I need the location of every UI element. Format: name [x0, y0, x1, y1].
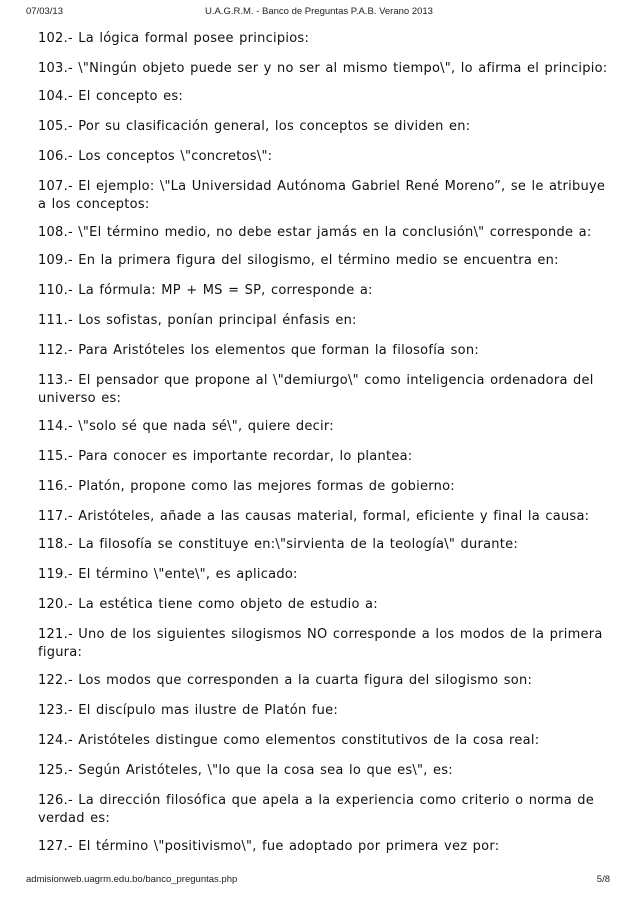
question-115: 115.- Para conocer es importante recordar, lo plantea: — [38, 449, 413, 464]
question-117: 117.- Aristóteles, añade a las causas material, formal, eficiente y final la causa: — [38, 509, 590, 524]
question-126: 126.- La dirección filosófica que apela a la experiencia como criterio o norma de verdad es: — [38, 793, 595, 826]
question-list — [38, 30, 610, 856]
page-number: 5/8 — [596, 874, 610, 885]
question-104: 104.- El concepto es: — [38, 89, 184, 104]
question-108: 108.- \"El término medio, no debe estar jamás en la conclusión\" corresponde a: — [38, 225, 592, 240]
question-124: 124.- Aristóteles distingue como elementos constitutivos de la cosa real: — [38, 733, 540, 748]
question-116: 116.- Platón, propone como las mejores formas de gobierno: — [38, 479, 455, 494]
question-103: 103.- \"Ningún objeto puede ser y no ser al mismo tiempo\", lo afirma el principio: — [38, 61, 608, 76]
question-122: 122.- Los modos que corresponden a la cuarta figura del silogismo son: — [38, 673, 533, 688]
question-123: 123.- El discípulo mas ilustre de Platón fue: — [38, 703, 339, 718]
footer-url: admisionweb.uagrm.edu.bo/banco_preguntas.php — [26, 874, 238, 885]
question-112: 112.- Para Aristóteles los elementos que forman la filosofía son: — [38, 343, 479, 358]
question-119: 119.- El término \"ente\", es aplicado: — [38, 567, 298, 582]
print-date: 07/03/13 — [26, 6, 63, 17]
question-114: 114.- \"solo sé que nada sé\", quiere decir: — [38, 419, 334, 434]
question-109: 109.- En la primera figura del silogismo, el término medio se encuentra en: — [38, 253, 559, 268]
question-127: 127.- El término \"positivismo\", fue adoptado por primera vez por: — [38, 839, 500, 854]
question-125: 125.- Según Aristóteles, \"lo que la cosa sea lo que es\", es: — [38, 763, 453, 778]
document-title: U.A.G.R.M. - Banco de Preguntas P.A.B. Verano 2013 — [205, 6, 433, 17]
question-102: 102.- La lógica formal posee principios: — [38, 31, 310, 46]
question-106: 106.- Los conceptos \"concretos\": — [38, 149, 273, 164]
question-110: 110.- La fórmula: MP + MS = SP, corresponde a: — [38, 283, 373, 298]
question-121: 121.- Uno de los siguientes silogismos NO corresponde a los modos de la primera figura: — [38, 627, 603, 660]
question-111: 111.- Los sofistas, ponían principal énfasis en: — [38, 313, 357, 328]
question-107: 107.- El ejemplo: \"La Universidad Autónoma Gabriel René Moreno”, se le atribuye a los conceptos: — [38, 179, 606, 212]
question-118: 118.- La filosofía se constituye en:\"sirvienta de la teología\" durante: — [38, 537, 519, 552]
question-113: 113.- El pensador que propone al \"demiurgo\" como inteligencia ordenadora del universo es: — [38, 373, 594, 406]
question-105: 105.- Por su clasificación general, los conceptos se dividen en: — [38, 119, 471, 134]
question-120: 120.- La estética tiene como objeto de estudio a: — [38, 597, 378, 612]
